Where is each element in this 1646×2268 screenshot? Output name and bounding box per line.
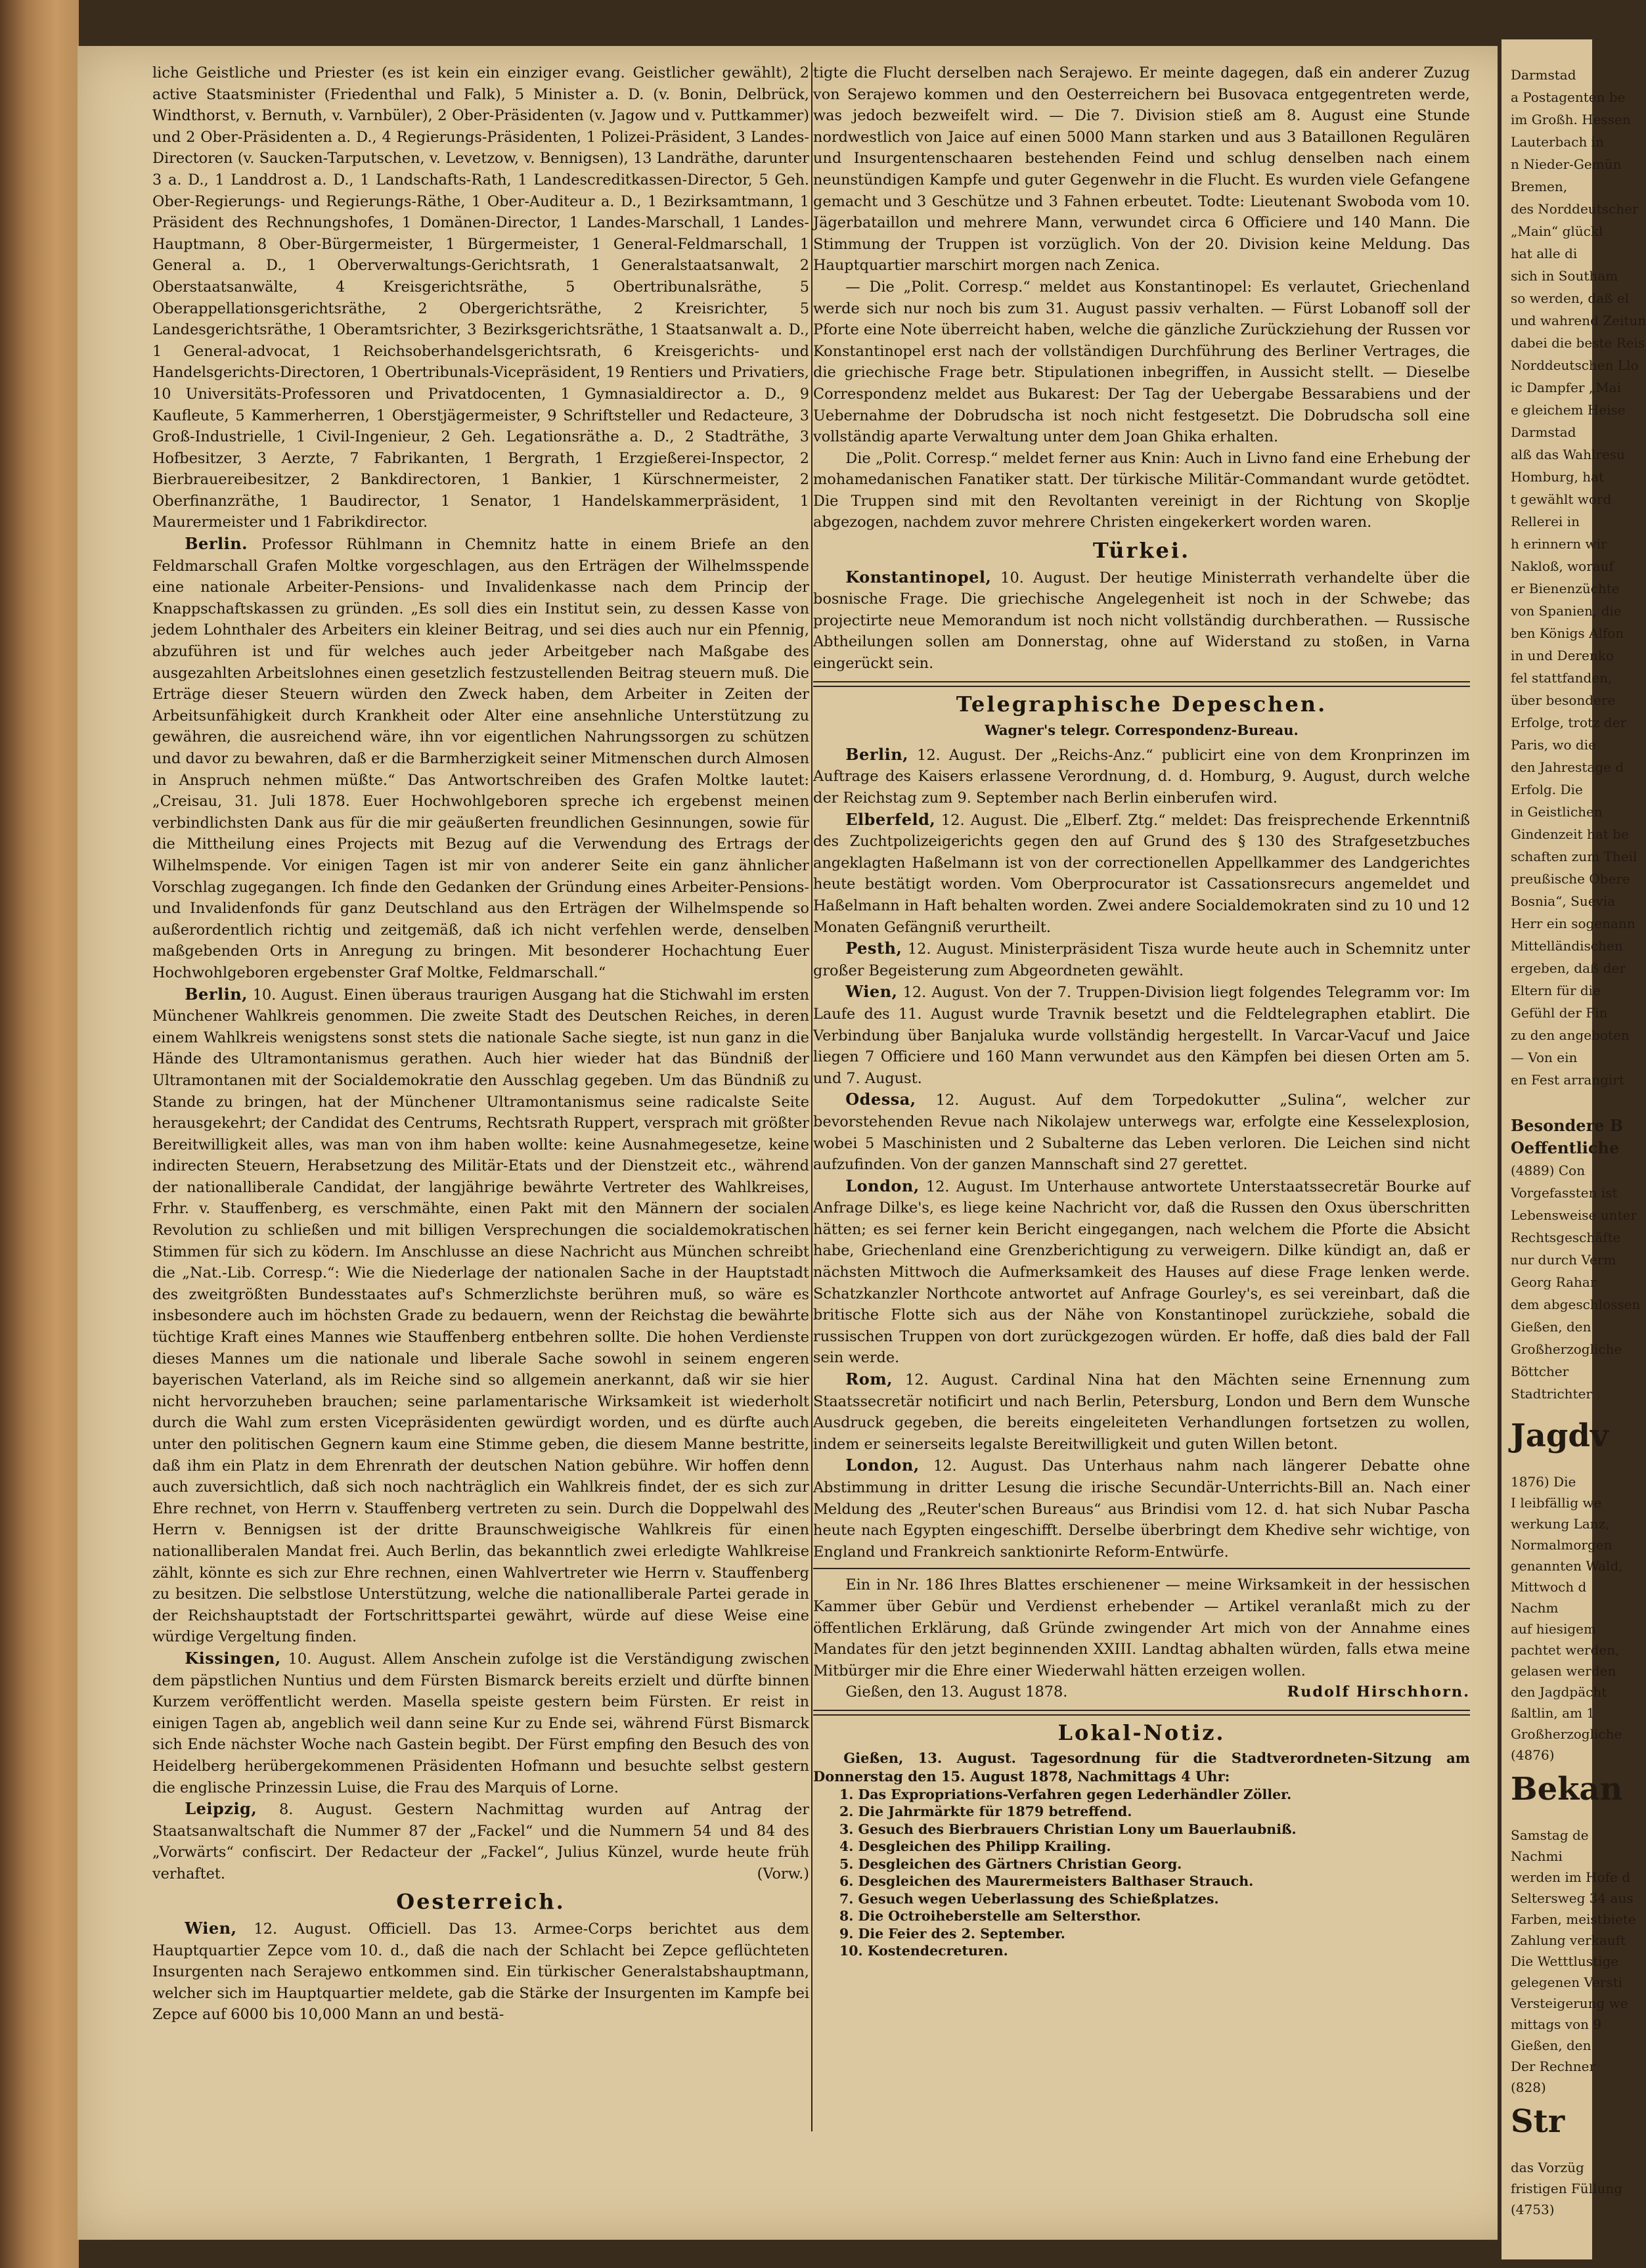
fragment-line: er Bienenzüchte: [1511, 581, 1620, 596]
dateline-date: 10. August.: [1000, 569, 1090, 587]
dateline-place: Berlin.: [185, 534, 248, 554]
telegram-wien: [813, 981, 1470, 1089]
fragment-line: ergeben, daß der: [1511, 960, 1626, 976]
fragment-line: und wahrend Zeitun: [1511, 313, 1646, 328]
fragment-line: Normalmorgen: [1511, 1537, 1613, 1553]
fragment-line: Oeffentliche: [1511, 1138, 1620, 1157]
article-text: Gestern Nachmittag wurden auf Antrag der Staatsanwaltschaft die Nummer 87 der „Fackel“ und die Nummern 54 und 84 des „Vorwärts“ confiscirt. Der Redacteur der „Fackel“, Julius Künzel, wurde heute früh verhaftet.: [152, 1801, 810, 1882]
dateline-place: Pesth,: [845, 939, 902, 958]
dateline-place: Wien,: [845, 982, 898, 1002]
fragment-line: ben Königs Alfon: [1511, 625, 1624, 641]
fragment-line: gelegenen Versti: [1511, 1974, 1623, 1990]
fragment-line: im Großh. Hessen: [1511, 112, 1631, 127]
column-right: [813, 62, 1470, 1960]
fragment-line: mittags von 9: [1511, 2016, 1602, 2032]
fragment-line: hat alle di: [1511, 246, 1578, 261]
fragment-line: (828): [1511, 2079, 1546, 2095]
dateline-date: 12. August.: [902, 984, 989, 1002]
fragment-line: fel stattfanden,: [1511, 670, 1613, 686]
dateline-date: 8. August.: [278, 1801, 373, 1819]
fragment-line: schaften zum Theil: [1511, 849, 1637, 864]
fragment-line: Homburg, hat: [1511, 469, 1605, 485]
telegram-pesth: [813, 938, 1470, 981]
fragment-line: gelasen werden: [1511, 1663, 1616, 1679]
dateline-place: Konstantinopel,: [845, 567, 992, 587]
letter-signature-line: [813, 1681, 1470, 1703]
fragment-line: den Jagdpächt: [1511, 1684, 1607, 1700]
fragment-line: e gleichem Heise: [1511, 402, 1626, 418]
article-kissingen: [152, 1648, 809, 1798]
fragment-line: Darmstad: [1511, 67, 1576, 83]
agenda-item: 3. Gesuch des Bierbrauers Christian Lony um Bauerlaubniß.: [839, 1821, 1297, 1837]
dateline-date: 10. August.: [252, 986, 338, 1004]
fragment-line: werden im Hofe d: [1511, 1869, 1630, 1885]
fragment-line: ßaltlin, am 1: [1511, 1705, 1595, 1721]
article-berlin-election: [152, 984, 809, 1648]
fragment-line: in und Derenko: [1511, 648, 1614, 663]
agenda-item: 4. Desgleichen des Philipp Krailing.: [839, 1838, 1111, 1855]
fragment-line: Großherzogliche: [1511, 1341, 1622, 1357]
column-divider: [811, 62, 812, 2131]
fragment-line: en Fest arrangirt: [1511, 1072, 1624, 1088]
agenda-item: 10. Kostendecreturen.: [839, 1943, 1008, 1959]
fragment-line: so werden, daß el: [1511, 290, 1630, 306]
fragment-line: des Norddeutscher: [1511, 201, 1639, 217]
article-text: Von der 7. Truppen-Division liegt folgendes Telegramm vor: Im Laufe des 11. August wurde Travnik besetzt und die Feldtelegraphen etablirt. Die Verbindung über Banjaluka wurde vollständig hergestellt. In Varcar-Vacuf und Jaice liegen 7 Officiere und 160 Mann verwundet aus den Kämpfen bei diesen Orten am 5. und 7. August.: [813, 984, 1470, 1087]
fragment-line: Bosnia“, Suevia: [1511, 893, 1616, 909]
fragment-line: pachtet werden,: [1511, 1642, 1620, 1658]
dateline-place: Berlin,: [845, 744, 909, 764]
fragment-line: t gewählt word: [1511, 491, 1612, 507]
fragment-line: h erinnern wir: [1511, 536, 1607, 552]
fragment-line: den Jahrestage d: [1511, 759, 1624, 775]
fragment-line: Gindenzeit hat be: [1511, 826, 1629, 842]
fragment-line: Darmstad: [1511, 424, 1576, 440]
fragment-line: Gießen, den: [1511, 1319, 1591, 1335]
fragment-line: ic Dampfer „Mai: [1511, 380, 1621, 395]
fragment-line: Paris, wo die: [1511, 737, 1596, 753]
fragment-line: werkung Lanz,: [1511, 1516, 1610, 1532]
agenda-item: 8. Die Octroiheberstelle am Seltersthor.: [839, 1908, 1141, 1924]
fragment-line: (4889) Con: [1511, 1163, 1586, 1178]
telegram-rom: [813, 1369, 1470, 1455]
fragment-line: preußische Obere: [1511, 871, 1630, 887]
dateline-date: 12. August.: [905, 1371, 998, 1389]
article-text: Im Unterhause antwortete Unterstaatssecretär Bourke auf Anfrage Dilke's, es liege keine Nachricht vor, daß die Russen den Oxus überschritten hätten; es sei ferner kein Bericht eingegangen, nach welchem die Pforte die Absicht habe, Griechenland eine Grenzberichtigung zu verweigern. Dilke kündigt an, daß er nächsten Mittwoch die Aufmerksamkeit des Hauses auf diese Frage lenken werde. Schatzkanzler Northcote antwortet auf Anfrage Gourley's, es sei vereinbart, daß die britische Flotte sich aus der Nähe von Konstantinopel zurückziehe, sobald die russischen Truppen von dort zurückgezogen würden. Er hoffe, daß dies bald der Fall sein werde.: [813, 1178, 1470, 1367]
section-rule: [813, 1710, 1470, 1716]
fragment-line: Die Wetttlustige: [1511, 1953, 1619, 1969]
section-rule: [813, 1568, 1470, 1569]
column-left: [152, 62, 809, 2026]
agenda-item: 5. Desgleichen des Gärtners Christian Georg.: [839, 1856, 1182, 1872]
section-heading-lokal: Lokal-Notiz.: [1057, 1720, 1226, 1745]
fragment-line: Versteigerung we: [1511, 1995, 1628, 2011]
fragment-line: Gießen, den: [1511, 2037, 1591, 2053]
article-text: Cardinal Nina hat den Mächten seine Ernennung zum Staatssecretär notificirt und nach Berlin, Petersburg, London und Bern dem Wunsche Ausdruck gegeben, die bereits eingeleiteten Verhandlungen fortsetzen zu wollen, indem er seinerseits legalste Bereitwilligkeit und guten Willen betont.: [813, 1371, 1471, 1453]
article-wien-official: [152, 1918, 809, 2026]
fragment-line: Rechtsgeschäfte: [1511, 1230, 1621, 1245]
article-text: Der heutige Ministerrath verhandelte über die bosnische Frage. Die griechische Angelegenheit ist noch in der Schwebe; das projectirte neue Memorandum ist noch nicht vollständig durchberathen. — Russische Abtheilungen sollen am Donnerstag, ohne auf Widerstand zu stoßen, in Varna eingerückt sein.: [813, 569, 1471, 673]
book-binding-edge: [0, 0, 79, 2268]
telegram-london-2: [813, 1455, 1470, 1563]
article-text: Der „Reichs-Anz.“ publicirt eine von dem Kronprinzen im Auftrage des Kaisers erlassene Verordnung, d. d. Homburg, 9. August, durch welche der Reichstag zum 9. September nach Berlin einberufen wird.: [813, 746, 1470, 807]
fragment-line: Georg Rahar: [1511, 1274, 1597, 1290]
fragment-line: Zahlung verkauft: [1511, 1932, 1626, 1948]
fragment-line: auf hiesigem: [1511, 1621, 1596, 1637]
fragment-line: Lauterbach in: [1511, 134, 1604, 150]
fragment-line: das Vorzüg: [1511, 2160, 1584, 2175]
fragment-line: Lebensweise unter: [1511, 1207, 1637, 1223]
dateline-date: 12. August.: [933, 1457, 1028, 1475]
article-text: Auf dem Torpedokutter „Sulina“, welcher zur bevorstehenden Revue nach Nikolajew unterwegs war, erfolgte eine Kesselexplosion, wobei 5 Maschinisten und 2 Subalterne das Leben verloren. Die Leichen sind nicht aufzufinden. Von der ganzen Mannschaft sind 27 gerettet.: [813, 1092, 1471, 1174]
fragment-line: Gefühl der Fin: [1511, 1005, 1608, 1021]
dateline-place: London,: [845, 1176, 920, 1195]
article-polit-corresp-1: — Die „Polit. Corresp.“ meldet aus Konstantinopel: Es verlautet, Griechenland werde sich nur noch bis zum 31. August passiv verhalten. — Fürst Lobanoff soll der Pforte eine Note überreicht haben, welche die gänzliche Zurückziehung der Russen vor Konstantinopel erst nach der vollständigen Durchführung des Berliner Vertrages, die die griechische Frage betr. Stipulationen inbegriffen, in Aussicht stellt. — Dieselbe Correspondenz meldet aus Bukarest: Der Tag der Uebergabe Bessarabiens und der Uebernahme der Dobrudscha ist noch nicht festgesetzt. Die Dobrudscha soll eine vollständig aparte Verwaltung unter dem Joan Ghika erhalten.: [813, 278, 1470, 446]
article-source: (Vorw.): [757, 1865, 809, 1882]
agenda-item: 2. Die Jahrmärkte für 1879 betreffend.: [839, 1804, 1132, 1820]
fragment-line: Vorgefassten ist: [1511, 1185, 1618, 1201]
article-text: Die „Elberf. Ztg.“ meldet: Das freisprechende Erkenntniß des Zuchtpolizeigerichts gegen den auf Grund des § 130 des Strafgesetzbuches angeklagten Haßelmann ist von der correctionellen Appellkammer des Landgerichtes heute bestätigt worden. Vom Oberprocurator ist Cassationsrecurs angemeldet und Haßelmann in Haft behalten worden. Zwei andere Socialdemokraten sind zu 10 und 12 Monaten Gefängniß verurtheilt.: [813, 811, 1471, 936]
fragment-line: „Main“ glückl: [1511, 223, 1603, 239]
dateline-date: 12. August.: [925, 1178, 1013, 1195]
reichstag-members-list: liche Geistliche und Priester (es ist kein ein einziger evang. Geistlicher gewählt), 2 active Staatsminister (Friedenthal und Falk), 5 Minister a. D. (v. Bonin, Delbrück, Windthorst, v. Bernuth, v. Varnbüler), 2 Ober-Präsidenten (v. Jagow und v. Puttkammer) und 2 Ober-Präsidenten a. D., 4 Regierungs-Präsidenten, 1 Polizei-Präsident, 3 Landes-Directoren (v. Saucken-Tarputschen, v. Levetzow, v. Bennigsen), 13 Landräthe, darunter 3 a. D., 1 Landdrost a. D., 1 Landschafts-Rath, 1 Landescreditkassen-Director, 5 Geh. Ober-Regierungs- und Regierungs-Räthe, 1 Ober-Auditeur a. D., 1 Bezirksamtmann, 1 Präsident des Rechnungshofes, 1 Domänen-Director, 1 Landes-Marschall, 1 Landes-Hauptmann, 8 Ober-Bürgermeister, 1 Bürgermeister, 1 General-Feldmarschall, 1 General a. D., 1 Oberverwaltungs-Gerichtsrath, 1 Generalstaatsanwalt, 2 Oberstaatsanwälte, 4 Kreisgerichtsräthe, 5 Obertribunalsräthe, 5 Oberappellationsgerichtsräthe, 2 Obergerichtsräthe, 2 Kreisrichter, 5 Landesgerichtsräthe, 1 Oberamtsrichter, 3 Bezirksgerichtsräthe, 1 Staatsanwalt a. D., 1 General-advocat, 1 Reichsoberhandelsgerichtsrath, 6 Kreisgerichts- und Handelsgerichts-Directoren, 1 Obertribunals-Vicepräsident, 19 Rentiers und Privatiers, 10 Universitäts-Professoren und Privatdocenten, 1 Gymnasialdirector a. D., 9 Kaufleute, 5 Kammerherren, 1 Oberstjägermeister, 9 Schriftsteller und Redacteure, 3 Groß-Industrielle, 1 Civil-Ingenieur, 2 Geh. Legationsräthe a. D., 2 Stadträthe, 3 Hofbesitzer, 3 Aerzte, 7 Fabrikanten, 1 Bergrath, 1 Erzgießerei-Inspector, 2 Bierbrauereibesitzer, 2 Bankdirectoren, 1 Bankier, 1 Kürschnermeister, 2 Oberfinanzräthe, 1 Baudirector, 1 Senator, 1 Handelskammerpräsident, 1 Maurermeister und 1 Fabrikdirector.: [152, 64, 809, 531]
fragment-line: Bremen,: [1511, 179, 1568, 194]
dateline-place: Rom,: [845, 1369, 893, 1389]
fragment-line: sich in Southam: [1511, 268, 1618, 284]
fragment-line: fristigen Füllung: [1511, 2181, 1623, 2196]
article-wien-continued: tigte die Flucht derselben nach Serajewo. Er meinte dagegen, daß ein anderer Zuzug von Serajewo kommen und den Oesterreichern bei Busovaca entgegentreten werde, was jedoch bezweifelt wird. — Die 7. Division stieß am 8. August eine Stunde nordwestlich von Jaice auf einen 5000 Mann starken und aus 3 Bataillonen Regulären und Insurgentenschaaren bestehenden Feind und schlug denselben nach einem neunstündigen Kampfe und guter Gegenwehr in die Flucht. Es wurden viele Gefangene gemacht und 3 Geschütze und 3 Fahnen erbeutet. Todte: Lieutenant Swoboda vom 10. Jägerbataillon und mehrere Mann, verwundet circa 6 Officiere und 140 Mann. Die Stimmung der Truppen ist vorzüglich. Von der 20. Division keine Meldung. Das Hauptquartier marschirt morgen nach Zenica.: [813, 64, 1470, 275]
section-heading-telegraphische: Telegraphische Depeschen.: [956, 691, 1327, 717]
fragment-line: Seltersweg 34 aus: [1511, 1890, 1634, 1906]
letter-place-date: Gießen, den 13. August 1878.: [845, 1683, 1068, 1701]
fragment-line: Besondere B: [1511, 1116, 1624, 1135]
fragment-heading: Jagdv: [1511, 1417, 1609, 1454]
letter-signature: Rudolf Hirschhorn.: [1287, 1683, 1470, 1701]
fragment-line: Erfolg. Die: [1511, 782, 1583, 797]
fragment-line: alß das Wahlresu: [1511, 447, 1625, 462]
section-heading-tuerkei: Türkei.: [1092, 538, 1191, 564]
fragment-heading: Str: [1511, 2103, 1565, 2140]
fragment-line: (4753): [1511, 2202, 1555, 2217]
fragment-line: Großherzogliche: [1511, 1726, 1622, 1742]
article-text: Das Unterhaus nahm nach längerer Debatte ohne Abstimmung in dritter Lesung die irische Secundär-Unterrichts-Bill an. Nach einer Meldung des „Reuter'schen Bureaus“ aus Brindisi vom 12. d. hat sich Nubar Pascha heute nach Egypten eingeschifft. Derselbe überbringt dem Khedive sehr wichtige, von England und Frankreich sanktionirte Reform-Entwürfe.: [813, 1457, 1470, 1561]
telegram-elberfeld: [813, 809, 1470, 939]
article-berlin-moltke: [152, 533, 809, 983]
article-leipzig: [152, 1798, 809, 1884]
dateline-date: 10. August.: [288, 1650, 376, 1668]
fragment-line: Nakloß, worauf: [1511, 558, 1614, 574]
dateline-place: Leipzig,: [185, 1799, 257, 1819]
fragment-line: in Geistlichen: [1511, 804, 1603, 820]
article-polit-corresp-2: Die „Polit. Corresp.“ meldet ferner aus Knin: Auch in Livno fand eine Erhebung der mohamedanischen Fanatiker statt. Der türkische Militär-Commandant wurde getödtet. Die Truppen sind mit den Revoltanten vereinigt in der Richtung von Skoplje abgezogen, nachdem zuvor mehrere Christen eingekerkert worden waren.: [813, 449, 1470, 531]
agenda-item: 6. Desgleichen des Maurermeisters Balthaser Strauch.: [839, 1873, 1254, 1890]
agenda-item: 1. Das Expropriations-Verfahren gegen Lederhändler Zöller.: [839, 1786, 1292, 1802]
dateline-date: 12. August.: [941, 811, 1028, 829]
fragment-heading: Bekan: [1511, 1771, 1623, 1808]
fragment-line: Nachm: [1511, 1600, 1559, 1616]
fragment-line: (4876): [1511, 1747, 1555, 1763]
dateline-place: Odessa,: [845, 1090, 916, 1109]
fragment-line: dabei die beste Reis: [1511, 335, 1645, 351]
telegram-berlin: [813, 744, 1470, 809]
fragment-line: — Von ein: [1511, 1050, 1578, 1065]
fragment-line: genannten Wald,: [1511, 1558, 1623, 1574]
article-konstantinopel: [813, 567, 1470, 675]
fragment-line: Böttcher: [1511, 1364, 1569, 1379]
section-heading-oesterreich: Oesterreich.: [396, 1889, 566, 1915]
dateline-date: 12. August.: [254, 1921, 351, 1938]
dateline-place: London,: [845, 1456, 920, 1475]
fragment-line: Nachmi: [1511, 1848, 1563, 1864]
fragment-line: Erfolge, trotz der: [1511, 715, 1627, 730]
fragment-line: Mittwoch d: [1511, 1579, 1587, 1595]
article-text: Allem Anschein zufolge ist die Verständigung zwischen dem päpstlichen Nuntius und dem Fürsten Bismarck bereits erzielt und dürfte binnen Kurzem veröffentlicht werden. Masella speiste gestern beim Fürsten. Er reist in einigen Tagen ab, angeblich weil dann seine Kur zu Ende sei, während Fürst Bismarck sich Ende nächster Woche nach Gastein begibt. Der Fürst empfing den Besuch des von Heidelberg herübergekommenen Präsidenten Hofmann und besuchte selbst gestern die englische Prinzessin Luise, die Frau des Marquis of Lorne.: [152, 1650, 809, 1796]
fragment-line: Farben, meistbiete: [1511, 1911, 1636, 1927]
fragment-line: I leibfällig we: [1511, 1495, 1602, 1511]
telegram-london-1: [813, 1176, 1470, 1369]
article-text: Einen überaus traurigen Ausgang hat die Stichwahl im ersten Münchener Wahlkreis genommen. Die zweite Stadt des Deutschen Reiches, in deren einem Wahlkreis wenigstens sonst stets die nationale Sache siegte, ist nun ganz in die Hände des Ultramontanismus gerathen. Auch hier wieder hat das Bündniß der Ultramontanen mit der Socialdemokratie den Ausschlag gegeben. Um das Bündniß zu Stande zu bringen, hat der Münchener Ultramontanismus seine radicalste Seite herausgekehrt; der Candidat des Centrums, Rechtsrath Ruppert, versprach mit größter Bereitwilligkeit alles, was man von ihm haben wollte: keine Ausnahmegesetze, keine indirecten Steuern, Herabsetzung des Militär-Etats und der Dienstzeit etc., während der nationalliberale Candidat, der langjährige bewährte Vertreter des Wahlkreises, Frhr. v. Stauffenberg, es verschmähte, einen Pakt mit den Männern der socialen Revolution zu schließen und mit billigen Versprechungen die socialdemokratischen Stimmen für sich zu ködern. Im Anschlusse an diese Nachricht aus München schreibt die „Nat.-Lib. Corresp.“: Wie die Niederlage der nationalen Sache in der Hauptstadt des zweitgrößten Bundesstaates auf's Schmerzlichste berühren muß, so wäre es insbesondere auch im höchsten Grade zu bedauern, wenn der Reichstag die bewährte tüchtige Kraft eines Mannes wie Stauffenberg entbehren sollte. Die hohen Verdienste dieses Mannes um die nationale und liberale Sache sowohl in seinem engeren bayerischen Vaterland, als im Reiche sind so allgemein anerkannt, daß wir sie hier nicht hervorzuheben brauchen; seine parlamentarische Wirksamkeit ist wiederholt durch die Wahl zum ersten Vicepräsidenten gewürdigt worden, und es dürfte auch unter den politischen Gegnern kaum eine Stimme geben, die diesem Manne bestritte, daß ihm ein Platz in dem Ehrenrath der deutschen Nation gebühre. Wir hoffen denn auch zuversichtlich, daß sich noch nachträglich ein Wahlkreis findet, der es sich zur Ehre rechnet, von Herrn v. Stauffenberg vertreten zu sein. Durch die Doppelwahl des Herrn v. Bennigsen ist der dritte Braunschweigische Wahlkreis für einen nationalliberalen Mandat frei. Auch Berlin, das bekanntlich zwei erledigte Wahlkreise zählt, könnte es sich zur Ehre rechnen, einen Wahlvertreter wie Herrn v. Stauffenberg zu besitzen. Die selbstlose Unterstützung, welche die nationalliberale Partei gerade in der Reichshauptstadt der Fortschrittspartei gewährt, würde auf diese Weise eine würdige Vergeltung finden.: [152, 986, 810, 1646]
fragment-line: nur durch Verm: [1511, 1252, 1616, 1268]
fragment-line: a Postagenten be: [1511, 89, 1626, 105]
dateline-place: Wien,: [185, 1919, 237, 1938]
fragment-line: von Spanien, die: [1511, 603, 1622, 619]
fragment-line: dem abgeschlossen: [1511, 1297, 1641, 1312]
letter-declaration: Ein in Nr. 186 Ihres Blattes erschienener — meine Wirksamkeit in der hessischen Kammer über Gebür und Verdienst erhebender — Artikel veranlaßt mich zu der öffentlichen Erklärung, daß Gründe zwingender Art mich von der Annahme eines Mandates für den jetzt beginnenden XXIII. Landtag abhalten würden, falls etwa meine Mitbürger mir die Ehre einer Wiederwahl hätten erzeigen wollen.: [813, 1576, 1470, 1679]
section-rule: [813, 681, 1470, 687]
fragment-line: Norddeutschen Llo: [1511, 357, 1639, 373]
section-subheading-bureau: Wagner's telegr. Correspondenz-Bureau.: [985, 722, 1299, 739]
fragment-line: 1876) Die: [1511, 1474, 1576, 1490]
fragment-line: Der Rechner: [1511, 2058, 1596, 2074]
fragment-line: n Nieder-Gemün: [1511, 156, 1622, 172]
article-text: Professor Rühlmann in Chemnitz hatte in einem Briefe an den Feldmarschall Grafen Moltke vorgeschlagen, aus den Erträgen der Wilhelmsspende eine nationale Arbeiter-Pensions- und Invalidenkasse nach dem Princip der Knappschaftskassen zu gründen. „Es soll dies ein Institut sein, zu dessen Kasse von jedem Lohnthaler des Arbeiters ein kleiner Beitrag, und sei dies auch nur ein Pfennig, abzuführen ist und für welches auch jeder Arbeitgeber nach Maßgabe des ausgezahlten Arbeitslohnes einen gesetzlich festzustellenden Beitrag steuern muß. Die Erträge dieser Steuern würden den Zweck haben, dem Arbeiter in Zeiten der Arbeitsunfähigkeit durch Krankheit oder Alter eine ansehnliche Unterstützung zu gewähren, die ausreichend wäre, ihn vor eigentlichen Nahrungssorgen zu schützen und davor zu bewahren, daß er die Barmherzigkeit seiner Mitmenschen durch Almosen in Anspruch nehmen müßte.“ Das Antwortschreiben des Grafen Moltke lautet: „Creisau, 31. Juli 1878. Euer Hochwohlgeboren spreche ich ergebenst meinen verbindlichsten Dank aus für die mir geäußerten freundlichen Gesinnungen, sowie für die Mittheilung eines Projects mit Bezug auf die Verwendung des Ertrags der Wilhelmspende. Vor einigen Tagen ist mir von anderer Seite ein ganz ähnlicher Vorschlag zugegangen. Ich finde den Gedanken der Gründung eines Arbeiter-Pensions- und Invalidenfonds für ganz Deutschland aus den Erträgen der Wilhelmspende so außerordentlich richtig und zeitgemäß, daß ich nicht verfehlen werde, denselben maßgebenden Orts in Anregung zu bringen. Mit besonderer Hochachtung Euer Hochwohlgeboren ergebenster Graf Moltke, Feldmarschall.“: [152, 536, 809, 981]
fragment-line: Herr ein sogenann: [1511, 916, 1635, 931]
dateline-place: Berlin,: [185, 984, 248, 1004]
dateline-date: 12. August.: [935, 1092, 1036, 1109]
dateline-place: Kissingen,: [185, 1648, 281, 1668]
telegram-odessa: [813, 1089, 1470, 1175]
article-text: Ministerpräsident Tisza wurde heute auch in Schemnitz unter großer Begeisterung zum Abgeordneten gewählt.: [813, 941, 1470, 979]
agenda-intro: Gießen, 13. August. Tagesordnung für die Stadtverordneten-Sitzung am Donnerstag den 15. August 1878, Nachmittags 4 Uhr:: [813, 1749, 1470, 1785]
fragment-line: zu den angeboten: [1511, 1027, 1630, 1043]
agenda-item: 7. Gesuch wegen Ueberlassung des Schießplatzes.: [839, 1890, 1219, 1907]
agenda-list: [813, 1786, 1470, 1960]
fragment-line: Samstag de: [1511, 1827, 1589, 1843]
dateline-place: Elberfeld,: [845, 809, 936, 829]
article-text: Officiell. Das 13. Armee-Corps berichtet aus dem Hauptquartier Zepce vom 10. d., daß die nach der Schlacht bei Zepce geflüchteten Insurgenten nach Serajewo entkommen sind. Ein türkischer Generalstabshauptmann, welcher sich im Hauptquartier meldete, gab die Stärke der Insurgenten im Kampfe bei Zepce auf 6000 bis 10,000 Mann an und bestä-: [152, 1921, 809, 2024]
fragment-line: Stadtrichter: [1511, 1386, 1592, 1402]
fragment-line: Eltern für die: [1511, 983, 1601, 998]
fragment-line: über besondere: [1511, 692, 1616, 708]
agenda-item: 9. Die Feier des 2. September.: [839, 1925, 1065, 1942]
fragment-line: Rellerei in: [1511, 514, 1580, 529]
dateline-date: 12. August.: [917, 746, 1006, 764]
fragment-line: Mittelländischen: [1511, 938, 1623, 954]
dateline-date: 12. August.: [907, 941, 994, 958]
